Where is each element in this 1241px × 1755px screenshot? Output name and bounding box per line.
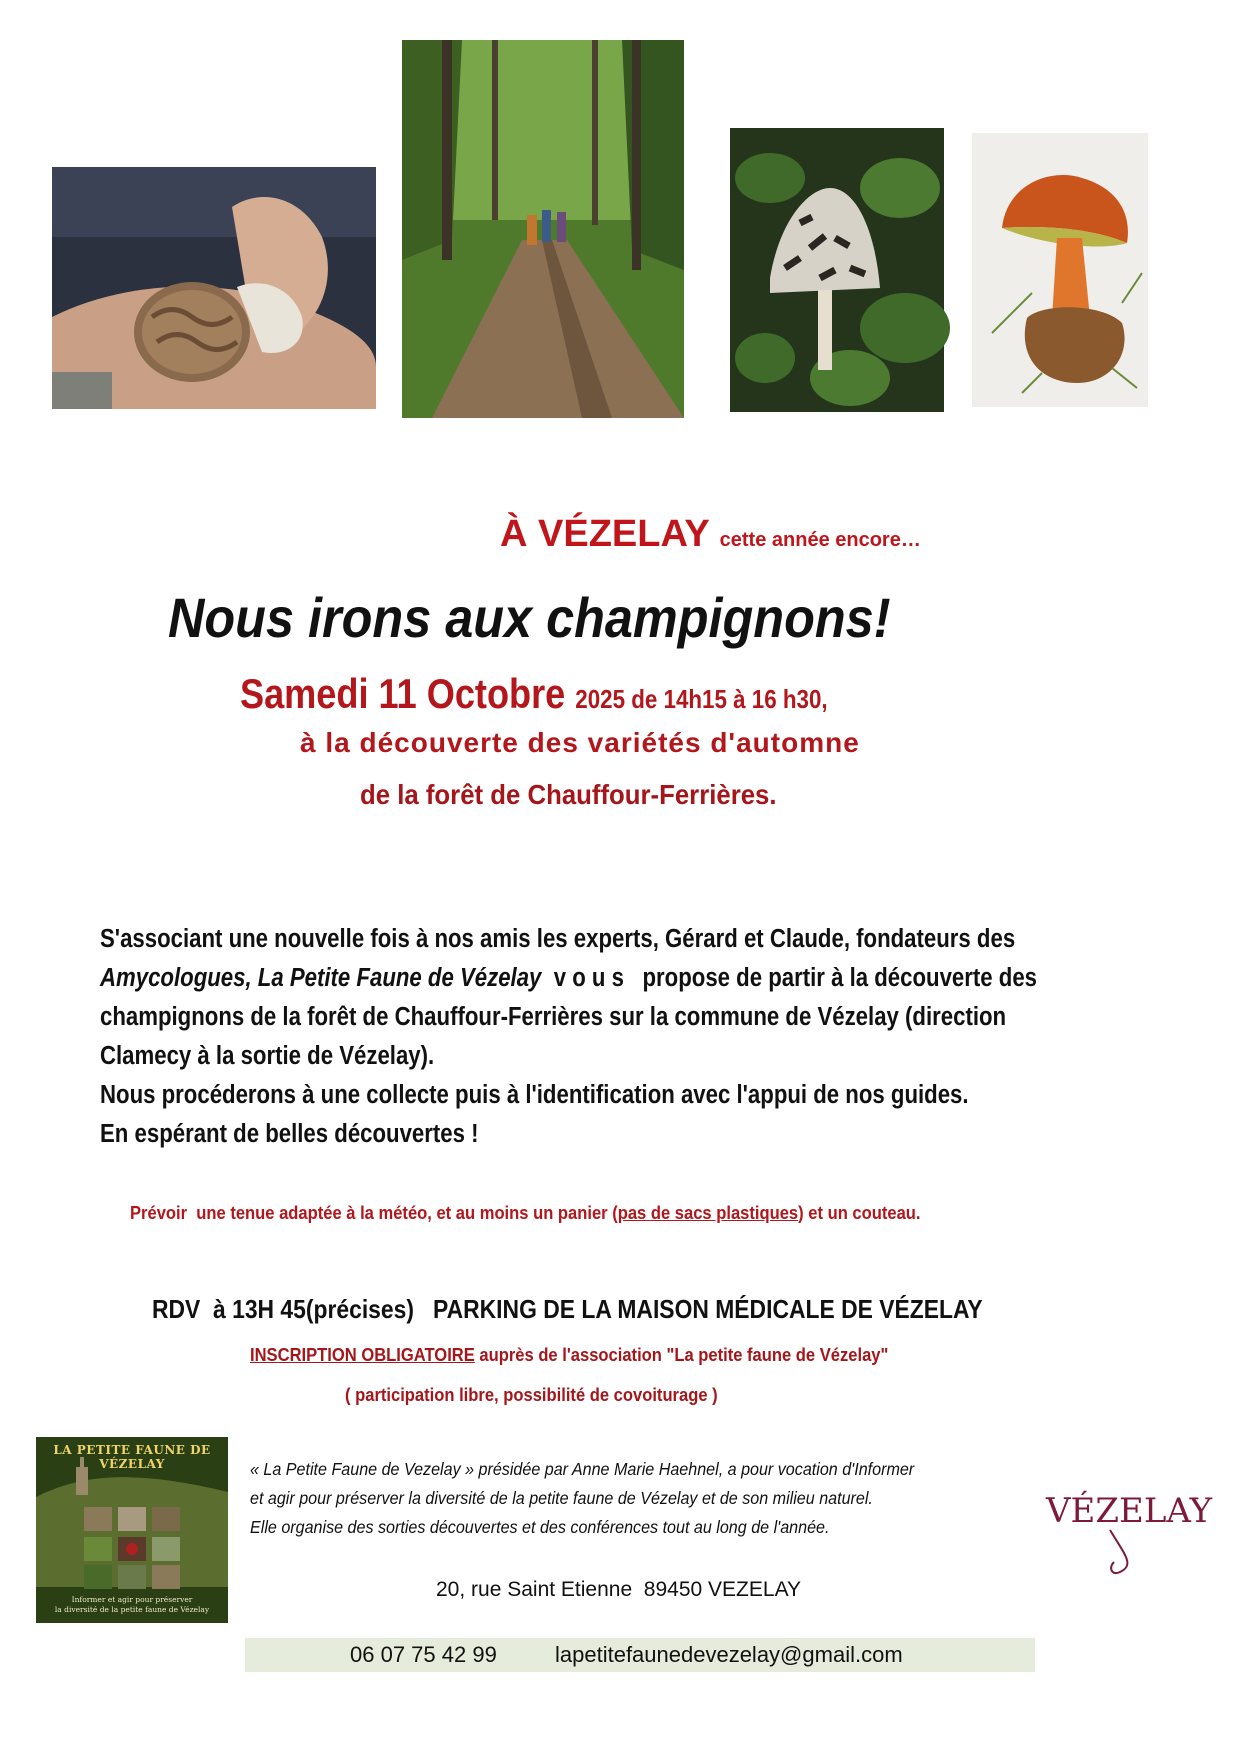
registration-required: INSCRIPTION OBLIGATOIRE [250, 1345, 475, 1365]
about-line: Elle organise des sorties découvertes et des conférences tout au long de l'année. [250, 1517, 830, 1537]
event-date [240, 670, 828, 718]
logo-tagline: Informer et agir pour préserver la diversité de la petite faune de Vézelay [54, 1595, 210, 1614]
description-line: champignons de la forêt de Chauffour-Ferrières sur la commune de Vézelay (direction [100, 1003, 1007, 1031]
association-description [250, 1455, 1050, 1542]
description-line: En espérant de belles découvertes ! [100, 1120, 479, 1148]
date-details: 2025 de 14h15 à 16 h30, [575, 684, 828, 714]
participation-note: ( participation libre, possibilité de covoiturage ) [345, 1385, 718, 1405]
photo-magpie-inkcap-mushroom [730, 128, 944, 412]
location-heading [500, 513, 921, 556]
phone-number[interactable]: 06 07 75 42 99 [350, 1642, 497, 1667]
postal-address: 20, rue Saint Etienne 89450 VEZELAY [436, 1578, 802, 1601]
description-line: Clamecy à la sortie de Vézelay). [100, 1042, 435, 1070]
description-line: S'associant une nouvelle fois à nos amis les experts, Gérard et Claude, fondateurs des [100, 925, 1016, 953]
association-name-italic: Amycologues, La Petite Faune de Vézelay [100, 964, 542, 992]
description-paragraph [100, 920, 1160, 1154]
meeting-point: RDV à 13H 45(précises) PARKING DE LA MAISON MÉDICALE DE VÉZELAY [152, 1294, 983, 1324]
photo-morel-in-hand [52, 167, 376, 409]
about-line: « La Petite Faune de Vezelay » présidée par Anne Marie Haehnel, a pour vocation d'Informer [250, 1459, 915, 1479]
vezelay-town-logo [1040, 1460, 1213, 1580]
event-title: Nous irons aux champignons! [168, 586, 891, 649]
date-main: Samedi 11 Octobre [240, 670, 566, 717]
association-logo [36, 1437, 228, 1623]
subtitle-line-2: de la forêt de Chauffour-Ferrières. [360, 779, 777, 810]
equipment-notice: Prévoir une tenue adaptée à la météo, et au moins un panier (pas de sacs plastiques) et un couteau. [130, 1203, 921, 1223]
logo-title: LA PETITE FAUNE DE VÉZELAY [53, 1443, 211, 1471]
location-suffix: cette année encore… [719, 529, 921, 551]
no-plastic-bags: pas de sacs plastiques [617, 1203, 799, 1223]
location: À VÉZELAY [500, 513, 710, 555]
description-line: Amycologues, La Petite Faune de Vézelay v o u s propose de partir à la découverte des [100, 964, 1038, 992]
subtitle-line-1: à la découverte des variétés d'automne [300, 727, 860, 758]
description-line: Nous procéderons à une collecte puis à l'identification avec l'appui de nos guides. [100, 1081, 969, 1109]
about-line: et agir pour préserver la diversité de la petite faune de Vézelay et de son milieu naturel. [250, 1488, 873, 1508]
registration-notice: INSCRIPTION OBLIGATOIRE auprès de l'association "La petite faune de Vézelay" [250, 1345, 889, 1365]
email-address[interactable]: lapetitefaunedevezelay@gmail.com [555, 1642, 903, 1667]
photo-forest-path-walkers [402, 40, 684, 418]
vezelay-logo-text: VÉZELAY [1046, 1491, 1213, 1531]
photo-orange-cap-bolete [972, 133, 1148, 407]
